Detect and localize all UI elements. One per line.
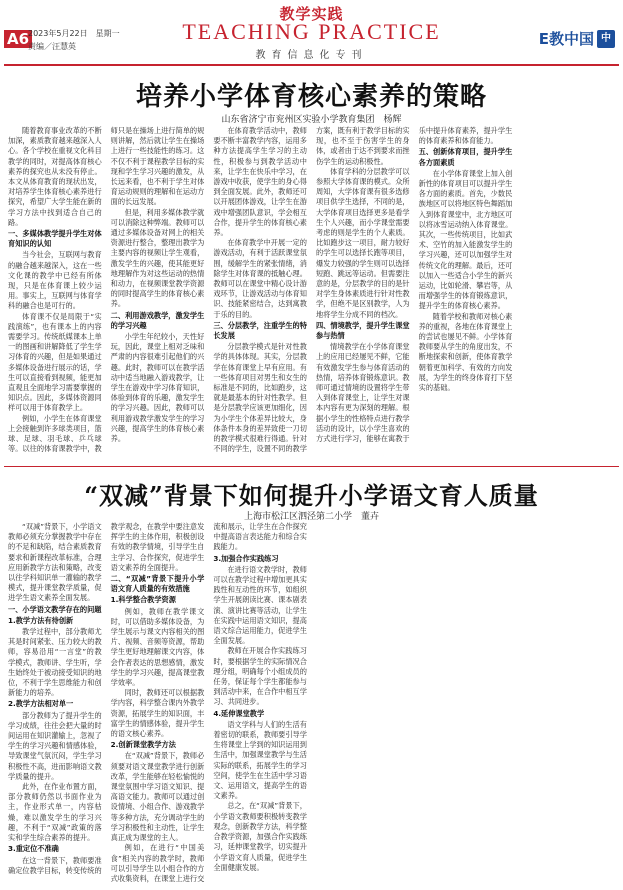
section-heading: 3.重定位不准确 <box>8 844 59 854</box>
article2-headline: “双减”背景下如何提升小学语文育人质量 <box>84 481 539 510</box>
body-paragraph: 同时，教师还可以根据教学内容，科学整合课内外教学资源，拓展学生的知识面，丰富学生的情感体验，提升学生的语文核心素养。 <box>110 688 205 739</box>
section-heading: 四、情境教学，提升学生课堂参与热情 <box>315 320 410 341</box>
issue-date: 2023年5月22日 星期一 <box>28 29 120 38</box>
section-heading: 1.科学整合教学资源 <box>110 595 176 605</box>
article1-body <box>8 126 615 460</box>
body-paragraph: 例如，在进行“中国美食”相关内容的教学时，教师可以引导学生以小组合作的方式收集资料，在课堂上进行交流和展示，让学生在合作探究中提高语言表达能力和综合实践能力。 <box>110 522 307 883</box>
body-paragraph: 随着学校和教师对核心素养的重视，各地在体育课堂上的尝试也屡见不鲜。小学体育教师要从学生的角度出发，不断地探索和创新，使体育教学朝着更加科学、有效的方向发展，为学生的终身体育打下坚实的基础。 <box>418 311 513 393</box>
section-heading: 1.教学方法有待创新 <box>8 615 74 625</box>
body-paragraph: 随着教育事业改革的不断加深，素质教育越来越深入人心。各个学校在重视文化科目教学的同时，对提高体育核心素养的探究也从未没有停止。本文从体育教育的现状出发，对培养学生体育核心素养进行探究，希望广大学生能在新的学习方法中找到适合自己的路。 <box>8 126 102 227</box>
body-paragraph: 但是，利用多媒体教学就可以消除这种弊端。教师可以通过多媒体设备对网上的相关资源进行整合，整理出教学为主要内容的视频让学生观看，激发学生的兴趣，使其能更好地理解作为对这些运动的热情和动力，在视频课堂教学资源的同时提高学生的体育核心素养。 <box>110 207 205 309</box>
body-paragraph: 小学生年纪较小，天性好玩，因此，课堂上相对乏味和严肃的内容很难引起他们的兴趣。此时，教师可以在教学活动中适当地融入游戏教学，让学生在游戏中学习体育知识，体验到体育的乐趣，激发学生的学习兴趣。因此，教师可以利用游戏教学激发学生的学习兴趣，提高学生的体育核心素养。 <box>110 332 205 444</box>
body-paragraph: 部分教师为了提升学生的学习成绩，往往会把大量的时间运用在知识灌输上，忽视了学生的学习兴趣和情感体验，导致课堂气氛沉闷，学生学习积极性不高，进而影响语文教学质量的提升。 <box>8 710 102 781</box>
section-heading: 一、多媒体教学提升学生对体育知识的认知 <box>8 229 102 249</box>
article1-byline: 山东省济宁市兖州区实验小学教育集团 杨辉 <box>221 115 402 125</box>
section-heading: 二、利用游戏教学，激发学生的学习兴趣 <box>110 310 205 330</box>
masthead-divider <box>4 64 619 66</box>
body-paragraph: 总之，在“双减”背景下，小学语文教师要积极转变教学观念，创新教学方法，科学整合教学资源，加强合作实践练习，延伸课堂教学，切实提升小学语文育人质量，促进学生全面健康发展。 <box>213 801 307 872</box>
body-paragraph: 体育课不仅是局限于“实践演练”，也有课本上的内容需要学习。传统纸媒课本上单一的图画和讲解降低了学生学习体育的兴趣，但是如果通过多媒体设备进行展示的话，学生可以直接看到视频，能更加直观且全面地学习需要掌握的知识点。因此，多媒体资源同样可以用于体育教学上。 <box>8 311 102 413</box>
section-heading: 二、“双减”背景下提升小学语文育人质量的有效措施 <box>110 574 205 594</box>
section-heading: 五、创新体育项目，提升学生各方面素质 <box>418 147 513 167</box>
body-paragraph: 例如，教师在教学课文时，可以借助多媒体设备，为学生展示与课文内容相关的图片、视频、音频等资源，帮助学生更好地理解课文内容，体会作者表达的思想感情，激发学生的学习兴趣，提高课堂教学效率。 <box>110 606 205 688</box>
body-paragraph: 在体育教学活动中，教师要不断丰富教学内容，运用多种方法提高学生学习的主动性，积极参与到教学活动中来，让学生在快乐中学习，在游戏中收获，使学生的身心得到全面发展。此外，教师还可以开展团体游戏，让学生在游戏中增强团队意识，学会相互合作，提升学生的体育核心素养。 <box>213 126 307 238</box>
section-heading: 一、小学语文教学存在的问题 <box>8 604 102 614</box>
body-paragraph: 当今社会，互联网与教育的融合越来越深入，这在一些文化课的教学中已经有所体现，只是在体育课上较少运用。事实上，互联网与体育学科的融合也是可行的。 <box>8 250 102 311</box>
body-paragraph: 在进行语文教学时，教师可以在教学过程中增加更具实践性和互动性的环节，如组织学生开展朗读比赛、课本剧表演、演讲比赛等活动，让学生在实践中运用语文知识，提高语文综合运用能力，促进学生全面发展。 <box>213 564 307 646</box>
page-number: A6 <box>4 30 32 48</box>
section-title-english: TEACHING PRACTICE <box>182 19 441 44</box>
article2-body <box>8 522 615 886</box>
body-paragraph: 例如，小学生在体育课堂上会接触到许多球类项目，篮球、足球、羽毛球、乒乓球等。以往的体育课教学中，教师只是在操场上进行简单的规则讲解，然后就让学生在操场上进行一些技能性的练习。这不仅不利于课程教学目标的实现和学生学习兴趣的激发，从长远来看，也不利于学生对体育运动规则的理解和在运动方面的长远发展。 <box>8 126 205 454</box>
article2-byline: 上海市松江区泗泾第二小学 董卉 <box>243 512 379 522</box>
section-heading: 三、分层教学，注重学生的特长发展 <box>213 320 307 341</box>
article-divider <box>4 466 619 467</box>
section-title: 教学实践 <box>279 5 344 23</box>
body-paragraph: 语文学科与人们的生活有着密切的联系，教师要引导学生将课堂上学到的知识运用到生活中，加强课堂教学与生活实际的联系，拓展学生的学习空间，使学生在生活中学习语文、运用语文，提高学生的语文素养。 <box>213 719 307 801</box>
logo-text: E教中国 <box>538 30 594 48</box>
section-heading: 2.创新课堂教学方法 <box>110 740 176 750</box>
logo-badge-icon: 中 <box>597 30 615 48</box>
body-paragraph: 在“双减”背景下，教师必须要对语文课堂教学进行创新改革，学生能够在轻松愉悦的课堂氛围中学习语文知识、提高语文能力。教师可以通过创设情境、小组合作、游戏教学等多种方法，充分调动学生的学习积极性和主动性，让学生真正成为课堂的主人。 <box>110 751 205 843</box>
body-paragraph: 在小学体育课堂上加入创新性的体育项目可以提升学生各方面的素质。首先，少数民族地区可以将地区特色舞蹈加入到体育课堂中，北方地区可以将冰雪运动纳入体育课堂。其次，一些传统项目，比如武术、空竹的加入能激发学生的学习兴趣，还可以加强学生对传统文化的理解。最后，还可以加入一些适合小学生的新兴运动，比如轮滑、攀岩等，从而增强学生的体育锻炼意识，提升学生的体育核心素养。 <box>418 168 513 311</box>
body-paragraph: 在这一背景下，教师要准确定位教学目标，转变传统的教学观念，在教学中要注意发挥学生的主体作用，积极创设有效的教学情境，引导学生自主学习、合作探究，促进学生语文素养的全面提升。 <box>8 522 205 875</box>
section-subtitle: 教育信息化专刊 <box>255 50 368 61</box>
section-heading: 3.加强合作实践练习 <box>213 553 279 563</box>
body-paragraph: “双减”背景下，小学语文教师必须充分掌握教学中存在的不足和缺陷，结合素质教育要求和新课程改革标准，合理应用新教学方法和策略，改变以往学科知识单一灌输的教学模式，提升课堂教学质量，促进学生语文素养全面发展。 <box>8 522 102 603</box>
article1-headline: 培养小学体育核心素养的策略 <box>135 82 487 112</box>
section-heading: 2.教学方法相对单一 <box>8 699 74 709</box>
body-paragraph: 教学过程中，部分教师尤其是时间紧张、压力较大的教师，容易沿用“一言堂”的教学模式，教师讲、学生听，学生始终处于被动接受知识的地位，不利于学生思维能力和创新能力的培养。 <box>8 627 102 698</box>
newspaper-logo <box>539 28 615 49</box>
body-paragraph: 分层教学模式是针对性教学的具体体现。其实，分层教学在体育课堂上早有应用。有一些体育项目对男生和女生的标准是不同的，比如跑步，这就是最基本的针对性教学。但是分层教学应该更加细化，因为小学生个体差异比较大，身体条件本身的差异致使一刀切的教学模式很难行得通。针对不同的学生，设置不同的教学方案，既有利于教学目标的实现，也不至于伤害学生的身体，或者由于达不到要求而挫伤学生的运动积极性。 <box>213 126 410 454</box>
body-paragraph: 体育学科的分层教学可以参照大学体育课的模式。众所周知，大学体育课有很多选修项目供学生选择，不同的是，大学体育项目选择更多是看学生个人兴趣，而小学课堂需要考虑的则是学生的个人素质。比如跑步这一项目，耐力较好的学生可以选择长跑等项目，爆发力较强的学生则可以选择短跑、跳远等运动。但需要注意的是，分层教学的目的是针对学生身体素质进行针对性教学，但绝不是区别教学，人为地将学生分成不同的档次。 <box>315 166 410 319</box>
editor-credit: 责编／汪慧英 <box>28 42 76 51</box>
body-paragraph: 在体育教学中开展一定的游戏活动，有利于活跃课堂氛围，缓解学生的紧张情绪，消除学生对体育课的抵触心理。教师可以在课堂中精心设计游戏环节，让游戏活动与体育知识、技能紧密结合，达到寓教于乐的目的。 <box>213 238 307 319</box>
body-paragraph: 教师在开展合作实践练习时，要根据学生的实际情况合理分组，明确每个小组成员的任务，保证每个学生都能参与到活动中来，在合作中相互学习、共同进步。 <box>213 646 307 707</box>
section-heading: 4.延伸课堂教学 <box>213 708 265 718</box>
body-paragraph: 此外，在作业布置方面，部分教师仍然以书面作业为主，作业形式单一，内容枯燥，难以激发学生的学习兴趣，不利于“双减”政策的落实和学生综合素养的提升。 <box>8 782 102 843</box>
masthead <box>0 0 623 68</box>
body-paragraph: 情境教学在小学体育课堂上的应用已经屡见不鲜，它能有效激发学生参与体育活动的热情，培养体育锻炼意识。教师可通过情境的设置将学生带入到体育课堂上，让学生对课本内容有更为深刻的理解。根据小学生的性格特点进行教学活动的设计，以小学生喜欢的方式进行学习，能够在寓教于乐中提升体育素养，提升学生的体育素养和体育能力。 <box>315 126 513 444</box>
